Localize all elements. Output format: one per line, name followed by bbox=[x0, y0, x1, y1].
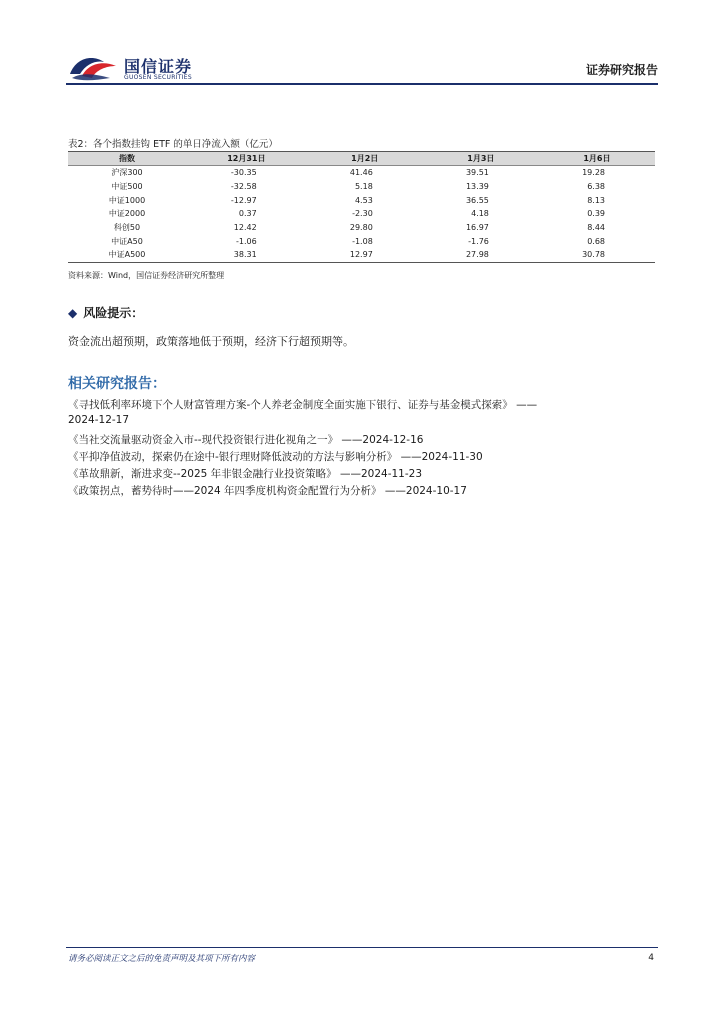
footer-divider bbox=[66, 947, 658, 948]
flow-value-cell: 13.39 bbox=[465, 182, 489, 192]
header-title: 证券研究报告 bbox=[585, 63, 658, 77]
index-name-cell: 中证A50 bbox=[111, 236, 143, 246]
footer-disclaimer: 请务必阅读正文之后的免责声明及其项下所有内容 bbox=[68, 954, 256, 964]
flow-value-cell: 0.39 bbox=[587, 209, 605, 219]
column-header: 1月3日 bbox=[423, 152, 539, 166]
flow-value-cell: 38.31 bbox=[186, 248, 307, 262]
column-header: 指数 bbox=[68, 152, 186, 166]
flow-value-cell: 8.13 bbox=[587, 195, 605, 205]
table-source-note: 资料来源：Wind，国信证券经济研究所整理 bbox=[68, 271, 225, 280]
flow-value-cell: -1.08 bbox=[352, 236, 373, 246]
flow-value-cell: 0.68 bbox=[587, 236, 605, 246]
logo-text-cn: 国信证券 bbox=[124, 57, 193, 76]
related-report-link[interactable]: 《平抑净值波动，探索仍在途中-银行理财降低波动的方法与影响分析》 ——2024-11-30 bbox=[68, 451, 483, 463]
flow-value-cell: 27.98 bbox=[423, 248, 539, 262]
index-name-cell: 中证A500 bbox=[68, 248, 186, 262]
flow-value-cell: 29.80 bbox=[349, 223, 373, 233]
table-row bbox=[68, 180, 655, 194]
page-number: 4 bbox=[648, 953, 654, 963]
guosen-logo-icon bbox=[66, 52, 120, 82]
flow-value-cell: 6.38 bbox=[587, 182, 605, 192]
column-header: 1月6日 bbox=[539, 152, 655, 166]
flow-value-cell: 30.78 bbox=[539, 248, 655, 262]
flow-value-cell: -2.30 bbox=[352, 209, 373, 219]
risk-heading-label: 风险提示： bbox=[83, 306, 144, 320]
flow-value-cell: 5.18 bbox=[354, 182, 373, 192]
flow-value-cell: -32.58 bbox=[230, 182, 257, 192]
flow-value-cell: 16.97 bbox=[465, 223, 489, 233]
page-header bbox=[66, 50, 658, 84]
related-report-link[interactable]: 《革故鼎新，渐进求变--2025 年非银金融行业投资策略》 ——2024-11-23 bbox=[68, 468, 422, 480]
index-name-cell: 中证500 bbox=[111, 182, 143, 192]
index-name-cell: 中证2000 bbox=[108, 209, 146, 219]
flow-value-cell: -1.06 bbox=[235, 236, 257, 246]
table-row bbox=[68, 248, 655, 262]
flow-value-cell: 39.51 bbox=[465, 168, 489, 178]
related-report-date: 2024-12-17 bbox=[68, 414, 130, 426]
flow-value-cell: 41.46 bbox=[349, 168, 373, 178]
diamond-bullet-icon: ◆ bbox=[68, 306, 78, 320]
logo-text-en: GUOSEN SECURITIES bbox=[124, 74, 193, 81]
flow-value-cell: 8.44 bbox=[587, 223, 605, 233]
table-row bbox=[68, 234, 655, 248]
flow-value-cell: 4.18 bbox=[471, 209, 489, 219]
flow-value-cell: 4.53 bbox=[354, 195, 373, 205]
table-row bbox=[68, 166, 655, 180]
related-report-link[interactable]: 《政策拐点，蓄势待时——2024 年四季度机构资金配置行为分析》 ——2024-10-17 bbox=[68, 485, 467, 497]
table-caption: 表2：各个指数挂钩 ETF 的单日净流入额（亿元） bbox=[68, 139, 278, 150]
flow-value-cell: 12.97 bbox=[307, 248, 423, 262]
table-row bbox=[68, 193, 655, 207]
related-report-link[interactable]: 《寻找低利率环境下个人财富管理方案-个人养老金制度全面实施下银行、证券与基金模式探索》 —— bbox=[68, 399, 538, 411]
table-header-row bbox=[68, 152, 655, 166]
flow-value-cell: 36.55 bbox=[465, 195, 489, 205]
index-name-cell: 沪深300 bbox=[111, 168, 143, 178]
risk-heading bbox=[68, 304, 143, 321]
index-name-cell: 中证1000 bbox=[108, 195, 146, 205]
risk-text: 资金流出超预期，政策落地低于预期，经济下行超预期等。 bbox=[68, 335, 354, 348]
column-header: 12月31日 bbox=[186, 152, 307, 166]
flow-value-cell: 0.37 bbox=[238, 209, 257, 219]
etf-flow-table bbox=[68, 151, 655, 263]
flow-value-cell: -30.35 bbox=[230, 168, 257, 178]
flow-value-cell: -12.97 bbox=[230, 195, 257, 205]
flow-value-cell: 12.42 bbox=[233, 223, 257, 233]
flow-value-cell: 19.28 bbox=[582, 168, 605, 178]
flow-value-cell: -1.76 bbox=[468, 236, 489, 246]
table-row bbox=[68, 207, 655, 221]
table-row bbox=[68, 221, 655, 235]
index-name-cell: 科创50 bbox=[113, 223, 141, 233]
header-divider bbox=[66, 83, 658, 85]
column-header: 1月2日 bbox=[307, 152, 423, 166]
related-report-link[interactable]: 《当社交流量驱动资金入市--现代投资银行进化视角之一》 ——2024-12-16 bbox=[68, 434, 424, 446]
guosen-logo bbox=[66, 50, 216, 84]
related-reports-heading: 相关研究报告： bbox=[68, 376, 166, 392]
